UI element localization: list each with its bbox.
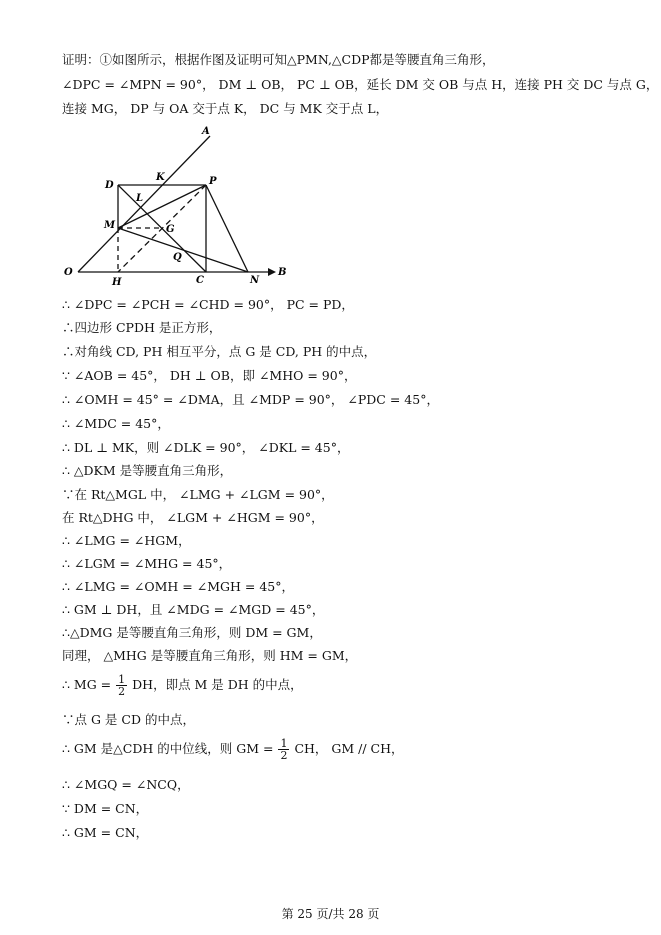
label-b: B: [278, 267, 287, 278]
proof-step: ∴ DL ⊥ MK，则 ∠DLK = 90°， ∠DKL = 45°，: [62, 440, 350, 455]
proof-step: 同理， △MHG 是等腰直角三角形，则 HM = GM，: [62, 648, 358, 663]
geometry-figure: [58, 122, 298, 292]
proof-step: ∴ ∠MGQ = ∠NCQ，: [62, 777, 190, 792]
proof-step: ∴ ∠LMG = ∠OMH = ∠MGH = 45°，: [62, 579, 294, 594]
proof-step: ∵在 Rt△MGL 中， ∠LMG + ∠LGM = 90°，: [62, 487, 334, 502]
proof-step: ∴ ∠MDC = 45°，: [62, 416, 170, 431]
label-a: A: [202, 126, 210, 137]
proof-step: ∴ ∠OMH = 45° = ∠DMA，且 ∠MDP = 90°， ∠PDC = 45°，: [62, 392, 439, 407]
segment-pn: [206, 185, 248, 272]
proof-step: ∴△DMG 是等腰直角三角形，则 DM = GM，: [62, 625, 322, 640]
proof-step: ∵ ∠AOB = 45°， DH ⊥ OB，即 ∠MHO = 90°，: [62, 368, 357, 383]
label-o: O: [64, 267, 73, 278]
fraction-one-half: [116, 674, 127, 697]
proof-step: ∵点 G 是 CD 的中点，: [62, 712, 195, 727]
label-n: N: [250, 275, 260, 286]
label-p: P: [209, 176, 217, 187]
label-l: L: [136, 193, 144, 204]
proof-intro-line-1: 证明：①如图所示，根据作图及证明可知△PMN,△CDP都是等腰直角三角形，: [62, 52, 495, 67]
label-d: D: [105, 180, 114, 191]
proof-step: ∴ GM = CN，: [62, 825, 149, 840]
proof-step: 在 Rt△DHG 中， ∠LGM + ∠HGM = 90°，: [62, 510, 324, 525]
fraction-step-suffix: DH，即点 M 是 DH 的中点，: [132, 677, 303, 692]
fraction-step-suffix: CH， GM // CH，: [294, 741, 404, 756]
fraction-numerator: 1: [280, 737, 288, 750]
label-h: H: [112, 277, 122, 288]
segment-mn: [118, 228, 248, 272]
proof-step: ∴ ∠LGM = ∠MHG = 45°，: [62, 556, 232, 571]
line-oa: [78, 136, 210, 272]
page-number-footer: 第 25 页/共 28 页: [281, 907, 380, 921]
fraction-one-half: [278, 738, 289, 761]
fraction-denominator: 2: [118, 685, 126, 698]
proof-intro-line-2: ∠DPC = ∠MPN = 90°， DM ⊥ OB， PC ⊥ OB，延长 DM 交 OB 与点 H，连接 PH 交 DC 与点 G，: [62, 77, 659, 92]
label-k: K: [156, 172, 165, 183]
label-q: Q: [173, 252, 182, 263]
proof-step: ∴对角线 CD, PH 相互平分，点 G 是 CD, PH 的中点，: [62, 344, 377, 359]
proof-step: ∴ ∠LMG = ∠HGM，: [62, 533, 191, 548]
proof-step-fraction-1: [62, 674, 303, 697]
proof-step: ∴ ∠DPC = ∠PCH = ∠CHD = 90°， PC = PD，: [62, 297, 354, 312]
proof-intro-line-3: 连接 MG， DP 与 OA 交于点 K， DC 与 MK 交于点 L，: [62, 101, 389, 116]
proof-step: ∵ DM = CN，: [62, 801, 149, 816]
proof-step: ∴ △DKM 是等腰直角三角形，: [62, 463, 233, 478]
segment-mp: [118, 185, 206, 228]
fraction-step-prefix: ∴ GM 是△CDH 的中位线，则 GM =: [62, 741, 274, 756]
fraction-step-prefix: ∴ MG =: [62, 677, 112, 692]
fraction-denominator: 2: [280, 749, 288, 762]
proof-step: ∴四边形 CPDH 是正方形，: [62, 320, 222, 335]
fraction-numerator: 1: [118, 673, 126, 686]
proof-step-fraction-2: [62, 738, 404, 761]
label-g: G: [166, 224, 175, 235]
label-m: M: [104, 220, 116, 231]
arrow-b-icon: [268, 268, 276, 276]
label-c: C: [196, 275, 204, 286]
proof-step: ∴ GM ⊥ DH，且 ∠MDG = ∠MGD = 45°，: [62, 602, 325, 617]
